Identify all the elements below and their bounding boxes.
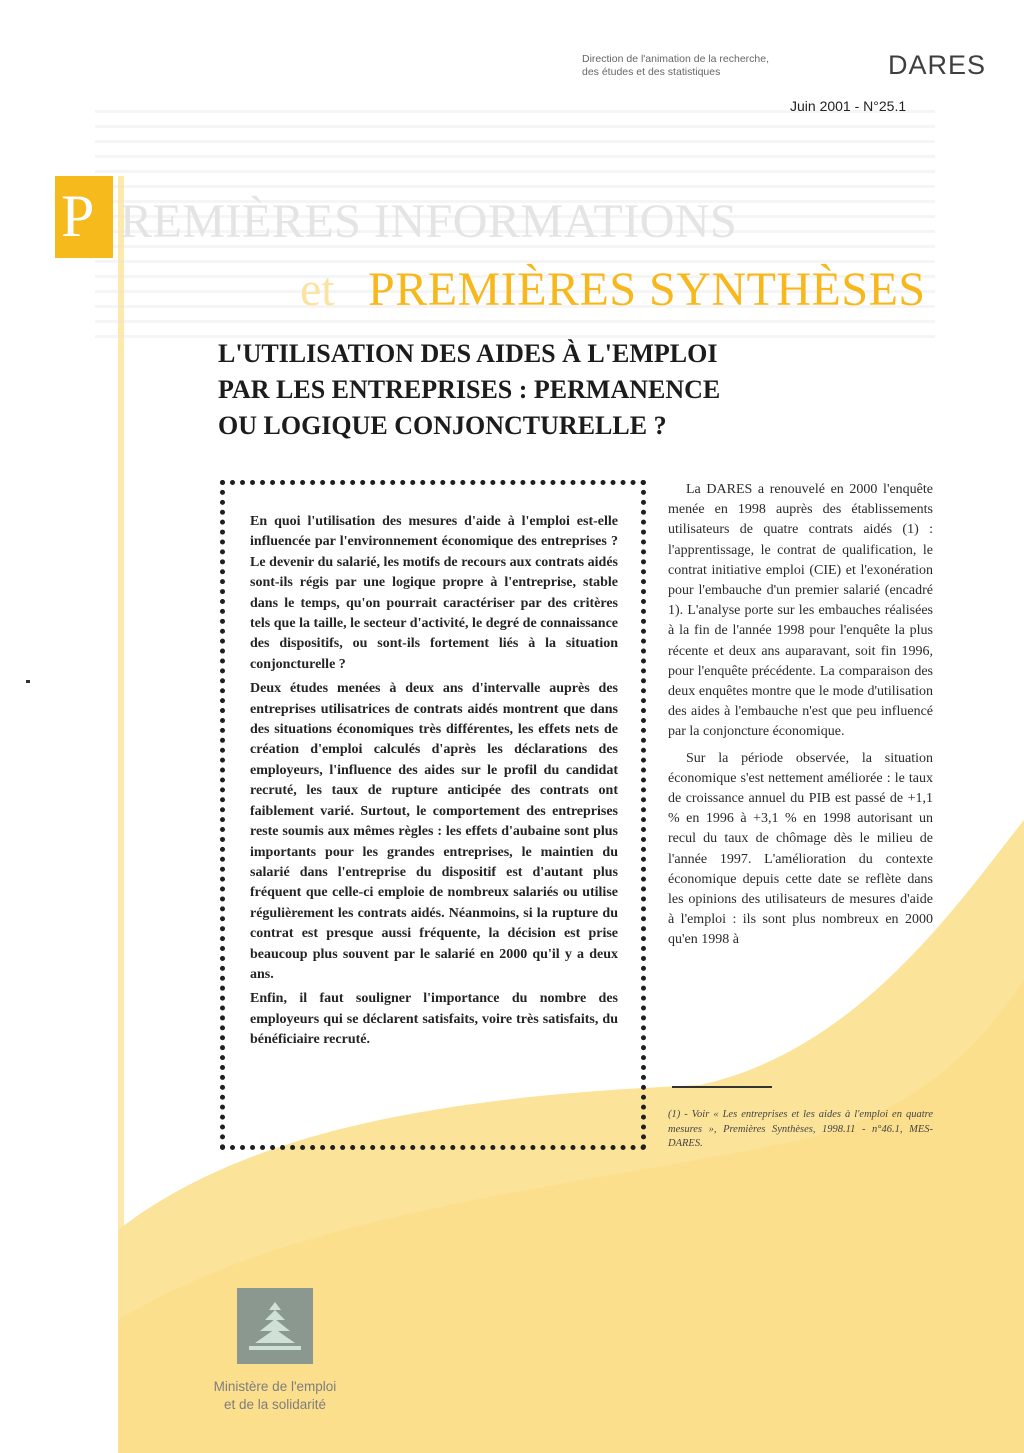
title-line-3: OU LOGIQUE CONJONCTURELLE ? — [218, 411, 667, 440]
title-line-2: PAR LES ENTREPRISES : PERMANENCE — [218, 375, 721, 404]
affiliation-line-1: Direction de l'animation de la recherche, — [582, 53, 770, 65]
series-title-et: et — [300, 263, 335, 316]
body-paragraph-1: La DARES a renouvelé en 2000 l'enquête menée en 1998 auprès des établissements utilisateurs de quatre contrats aidés (1) : l'apprentissage, le contrat de qualification, le contrat initiative emploi (CIE) et l'exonération pour l'embauche d'un premier salarié (encadré 1). L'analyse porte sur les embauches réalisées à la fin de l'année 1998 pour l'enquête la plus récente et deux ans auparavant, soit fin 1996, pour l'enquête précédente. La comparaison des deux enquêtes montre que le mode d'utilisation des aides à l'embauche n'est que peu influencé par la conjoncture économique. — [668, 482, 933, 740]
ministry-emblem-icon — [237, 1288, 313, 1364]
title-line-1: L'UTILISATION DES AIDES À L'EMPLOI — [218, 339, 718, 368]
ministry-line-1: Ministère de l'emploi — [213, 1379, 337, 1394]
header-affiliation — [582, 53, 842, 79]
footnote: (1) - Voir « Les entreprises et les aides à l'emploi en quatre mesures », Premières Synthèses, 1998.11 - n°46.1, MES-DARES. — [668, 1109, 933, 1149]
series-title-line-2: PREMIÈRES SYNTHÈSES — [368, 263, 926, 316]
abstract — [250, 512, 618, 1055]
ministry-line-2: et de la solidarité — [223, 1396, 327, 1412]
body-column — [668, 480, 933, 957]
ministry-name — [180, 1378, 370, 1413]
abstract-paragraph-3: Enfin, il faut souligner l'importance du nombre des employeurs qui se déclarent satisfaits, voire très satisfaits, du bénéficiaire recruté. — [250, 991, 618, 1048]
series-title-line-1: REMIÈRES INFORMATIONS — [120, 195, 738, 248]
abstract-paragraph-1: En quoi l'utilisation des mesures d'aide à l'emploi est-elle influencée par l'environnement économique des entreprises ? Le devenir du salarié, les motifs de recours aux contrats aidés sont-ils régis par une logique propre à l'entreprise, stable dans le temps, qu'on pourrait caractériser par des critères tels que la taille, le secteur d'activité, le degré de connaissance des dispositifs, ou sont-ils fortement liés à la situation conjoncturelle ? — [250, 514, 618, 672]
affiliation-line-2: des études et des statistiques — [582, 66, 721, 78]
abstract-paragraph-2: Deux études menées à deux ans d'intervalle auprès des entreprises utilisatrices de contrats aidés montrent que dans des situations économiques très différentes, les effets nets de création d'emploi calculés d'après les déclarations des employeurs, l'influence des aides sur le profil du candidat recruté, les taux de rupture anticipée des contrats ont faiblement varié. Surtout, le comportement des entreprises reste soumis aux mêmes règles : les effets d'aubaine sont plus importants pour les grandes entreprises, le maintien du salarié dans l'entreprise du dispositif est d'autant plus fréquent que celle-ci emploie de nombreux salariés ou utilise régulièrement les contrats aidés. Néanmoins, si la rupture du contrat est presque aussi fréquente, la décision est prise beaucoup plus souvent par le salarié en 2000 qu'il y a deux ans. — [250, 681, 618, 982]
issue-date-number: Juin 2001 - N°25.1 — [790, 98, 907, 114]
body-paragraph-2: Sur la période observée, la situation économique s'est nettement améliorée : le taux de croissance annuel du PIB est passé de +1,1 % en 1996 à +3,1 % en 1998 autorisant un recul du taux de chômage dès le milieu de l'année 1997. L'amélioration du contexte économique depuis cette date se reflète dans les opinions des utilisateurs de mesures d'aide à l'emploi : ils sont plus nombreux en 2000 qu'en 1998 à — [668, 750, 933, 948]
footnote-divider — [672, 1086, 772, 1088]
article-title — [218, 336, 858, 444]
organization-name: DARES — [888, 50, 987, 80]
series-initial-letter: P — [61, 183, 95, 249]
margin-mark — [26, 680, 30, 683]
